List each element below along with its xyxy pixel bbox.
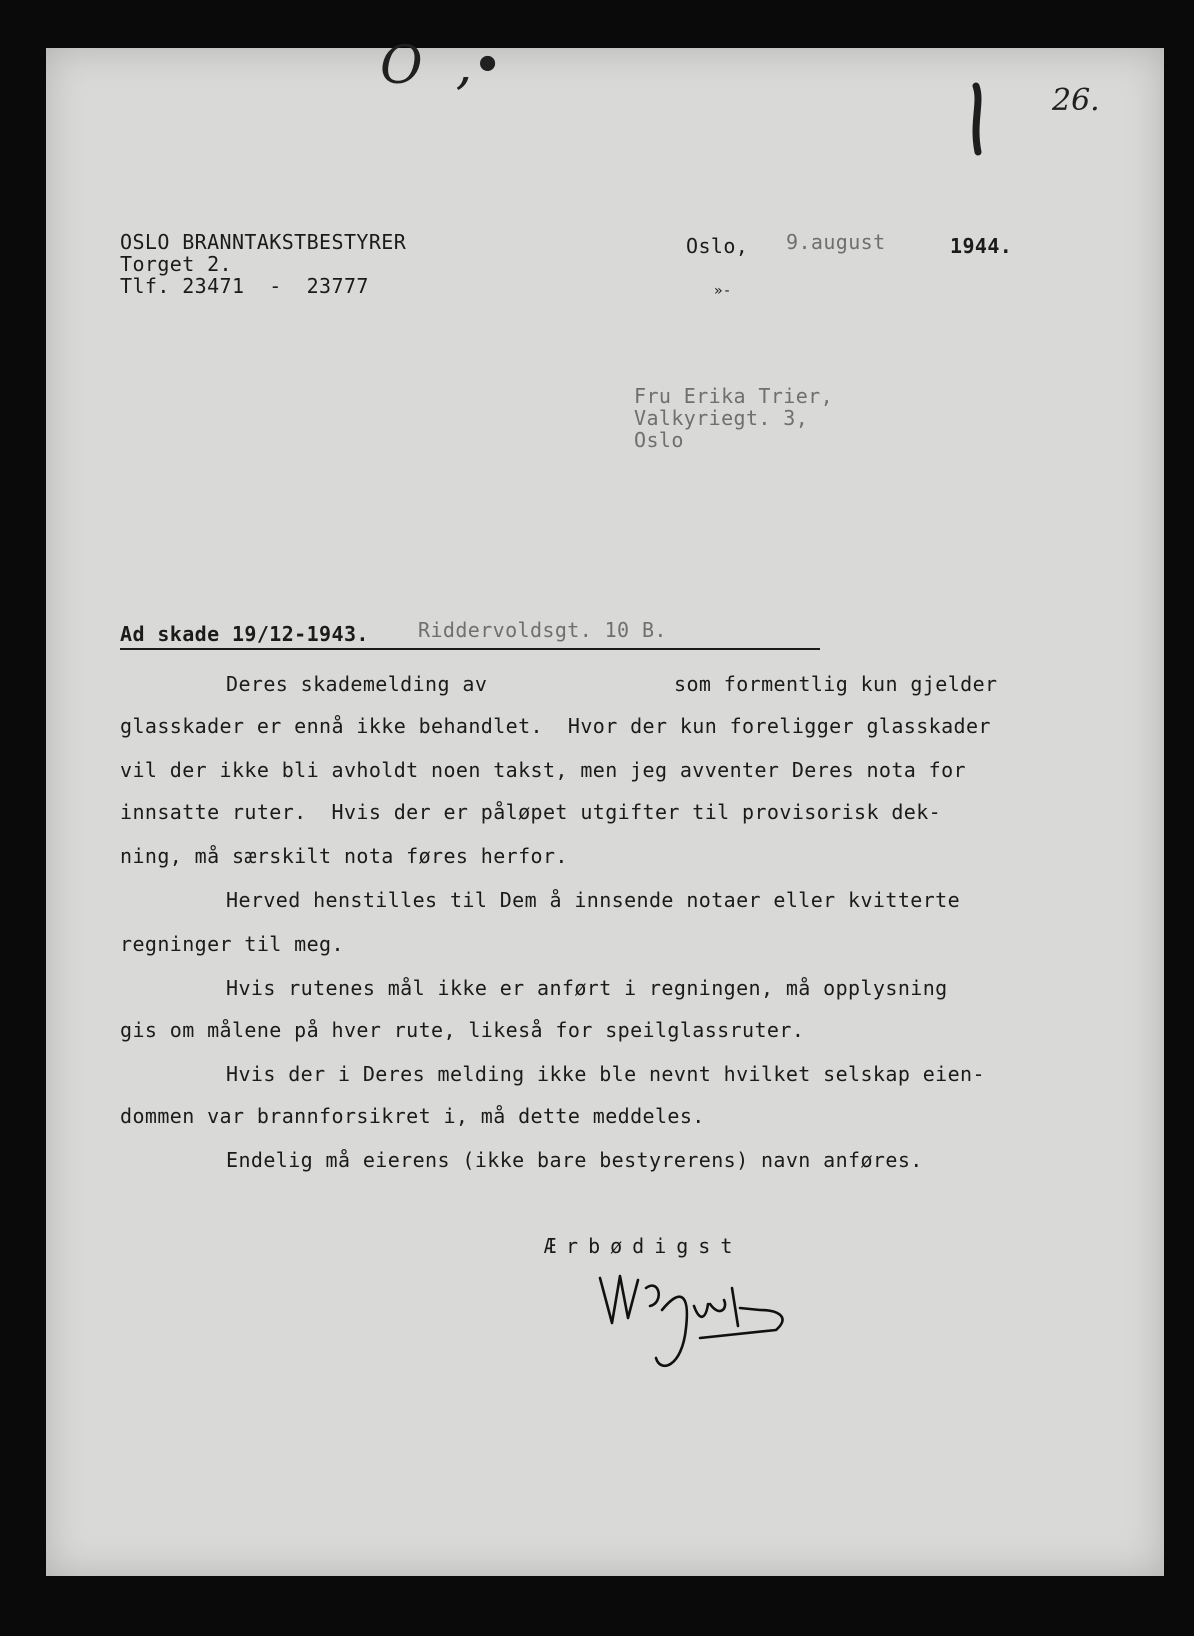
subject-underline: [120, 648, 820, 650]
recipient-line-3: Oslo: [634, 428, 684, 452]
date-year: 1944.: [950, 234, 1013, 258]
subject-ref: Ad skade 19/12-1943.: [120, 622, 369, 646]
body-line-10: Hvis der i Deres melding ikke ble nevnt hvilket selskap eien-: [226, 1062, 985, 1086]
sender-phone: Tlf. 23471 - 23777: [120, 274, 369, 298]
body-line-9: gis om målene på hver rute, likeså for speilglassruter.: [120, 1018, 805, 1042]
body-line-1a: Deres skademelding av: [226, 672, 488, 696]
body-line-2: glasskader er ennå ikke behandlet. Hvor der kun foreligger glasskader: [120, 714, 991, 738]
body-line-6: Herved henstilles til Dem å innsende notaer eller kvitterte: [226, 888, 961, 912]
date-day-month: 9.august: [786, 230, 886, 254]
small-mark: »-: [714, 283, 732, 299]
subject-address: Riddervoldsgt. 10 B.: [418, 618, 667, 642]
sender-address: Torget 2.: [120, 252, 232, 276]
page-number: 26.: [1052, 83, 1100, 118]
body-line-1b: som formentlig kun gjelder: [674, 672, 998, 696]
body-line-7: regninger til meg.: [120, 932, 344, 956]
margin-stroke-mark: [962, 82, 992, 162]
sender-name: OSLO BRANNTAKSTBESTYRER: [120, 230, 407, 254]
top-scrawl: O ,•: [380, 36, 503, 96]
body-line-5: ning, må særskilt nota føres herfor.: [120, 844, 568, 868]
body-line-11: dommen var brannforsikret i, må dette meddeles.: [120, 1104, 705, 1128]
body-line-12: Endelig må eierens (ikke bare bestyrerens) navn anføres.: [226, 1148, 923, 1172]
closing: Ærbødigst: [544, 1234, 743, 1258]
date-place: Oslo,: [686, 234, 749, 258]
body-line-8: Hvis rutenes mål ikke er anført i regningen, må opplysning: [226, 976, 948, 1000]
recipient-line-1: Fru Erika Trier,: [634, 384, 834, 408]
signature: [590, 1248, 810, 1398]
body-line-4: innsatte ruter. Hvis der er påløpet utgifter til provisorisk dek-: [120, 800, 942, 824]
body-line-3: vil der ikke bli avholdt noen takst, men jeg avventer Deres nota for: [120, 758, 966, 782]
recipient-line-2: Valkyriegt. 3,: [634, 406, 809, 430]
